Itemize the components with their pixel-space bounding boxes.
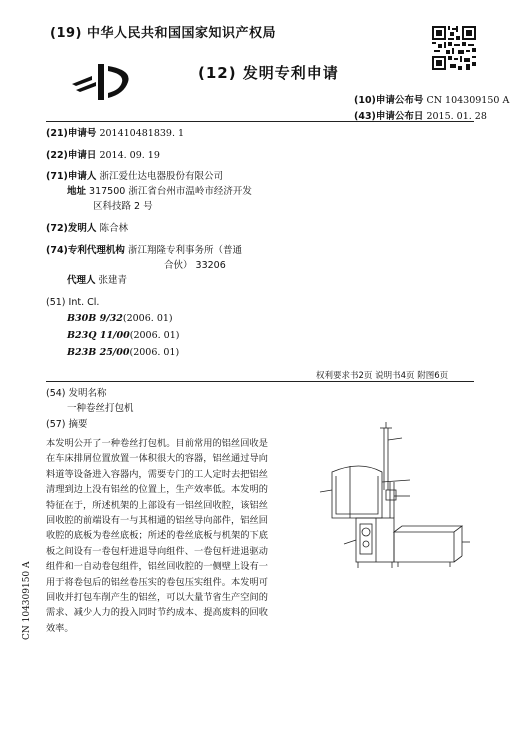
publication-number xyxy=(354,92,509,106)
representative-drawing xyxy=(290,420,472,570)
agent-label: 代理人 xyxy=(67,275,96,286)
publication-date xyxy=(354,108,487,122)
application-number-label: (21)申请号 xyxy=(46,128,97,139)
ipc-code: B30B 9/32 xyxy=(67,313,123,324)
publication-number-label: (10)申请公布号 xyxy=(354,95,424,106)
ipc-entry xyxy=(67,328,179,343)
publication-number-value: CN 104309150 A xyxy=(426,95,510,106)
office-name: (19) 中华人民共和国国家知识产权局 xyxy=(50,26,276,41)
ipc-entry xyxy=(67,345,179,360)
inventor-label: (72)发明人 xyxy=(46,223,97,234)
applicant-label: (71)申请人 xyxy=(46,171,97,182)
pages-info: 权利要求书2页 说明书4页 附图6页 xyxy=(316,371,449,381)
publication-date-value: 2015. 01. 28 xyxy=(426,111,487,122)
ipc-code: B23B 25/00 xyxy=(67,347,130,358)
title-label: (54) 发明名称 xyxy=(46,388,107,399)
ipc-code: B23Q 11/00 xyxy=(67,330,130,341)
header-divider xyxy=(46,121,474,122)
inventor-value: 陈合林 xyxy=(99,223,128,234)
filing-date xyxy=(46,149,160,163)
section-divider xyxy=(46,381,474,382)
patent-agency xyxy=(46,244,242,258)
address xyxy=(67,185,252,199)
application-number-value: 201410481839. 1 xyxy=(99,128,185,139)
int-cl-label: (51) Int. Cl. xyxy=(46,297,100,308)
ipc-year: (2006. 01) xyxy=(129,330,180,341)
document-type: (12) 发明专利申请 xyxy=(198,64,339,82)
patent-agency-line-1: 浙江翔隆专利事务所（普通 xyxy=(127,245,242,256)
qr-code-icon xyxy=(432,26,476,70)
address-line-2: 区科技路 2 号 xyxy=(93,201,153,212)
applicant xyxy=(46,170,223,184)
agent-value: 张建青 xyxy=(98,275,128,286)
ipc-year: (2006. 01) xyxy=(129,347,180,358)
address-label: 地址 xyxy=(67,186,87,197)
filing-date-value: 2014. 09. 19 xyxy=(99,150,160,161)
invention-title: 一种卷丝打包机 xyxy=(67,403,134,414)
publication-date-label: (43)申请公布日 xyxy=(354,111,424,122)
ipc-entry xyxy=(67,311,173,326)
ipc-year: (2006. 01) xyxy=(122,313,173,324)
side-publication-number: CN 104309150 A xyxy=(22,561,32,640)
abstract-text: 本发明公开了一种卷丝打包机。目前常用的铝丝回收是在车床排屑位置放置一体积很大的容器，铝丝通过导向料道等设备进入容器内，需要专门的工人定时去把铝丝清理到边上没有铝丝的位置上，生产效率低。本发明的特征在于，所述机架的上部设有一铝丝回收腔，该铝丝回收腔的前端设有一与其相通的铝丝导向部件，铝丝回收腔的底板为卷丝底板；所述的卷丝底板与机架的下底板之间设有一卷包杆进退导向组件、一卷包杆进退驱动组件和一自动卷包组件，铝丝回收腔的一侧壁上设有一用于将卷包后的铝丝卷压实的卷包压实组件。本发明可回收并打包车削产生的铝丝，可以大量节省生产空间的需求、减少人力的投入同时节约成本、提高废料的回收效率。 xyxy=(46,438,268,634)
patent-agency-line-2: 合伙） 33206 xyxy=(164,260,226,271)
applicant-value: 浙江爱仕达电器股份有限公司 xyxy=(99,171,223,182)
patent-office-logo-icon xyxy=(70,62,134,102)
application-number xyxy=(46,127,184,141)
address-line-1: 317500 浙江省台州市温岭市经济开发 xyxy=(89,186,252,197)
abstract-label: (57) 摘要 xyxy=(46,419,88,430)
filing-date-label: (22)申请日 xyxy=(46,150,97,161)
inventor xyxy=(46,222,128,236)
patent-agency-label: (74)专利代理机构 xyxy=(46,245,125,256)
agent xyxy=(67,274,127,288)
